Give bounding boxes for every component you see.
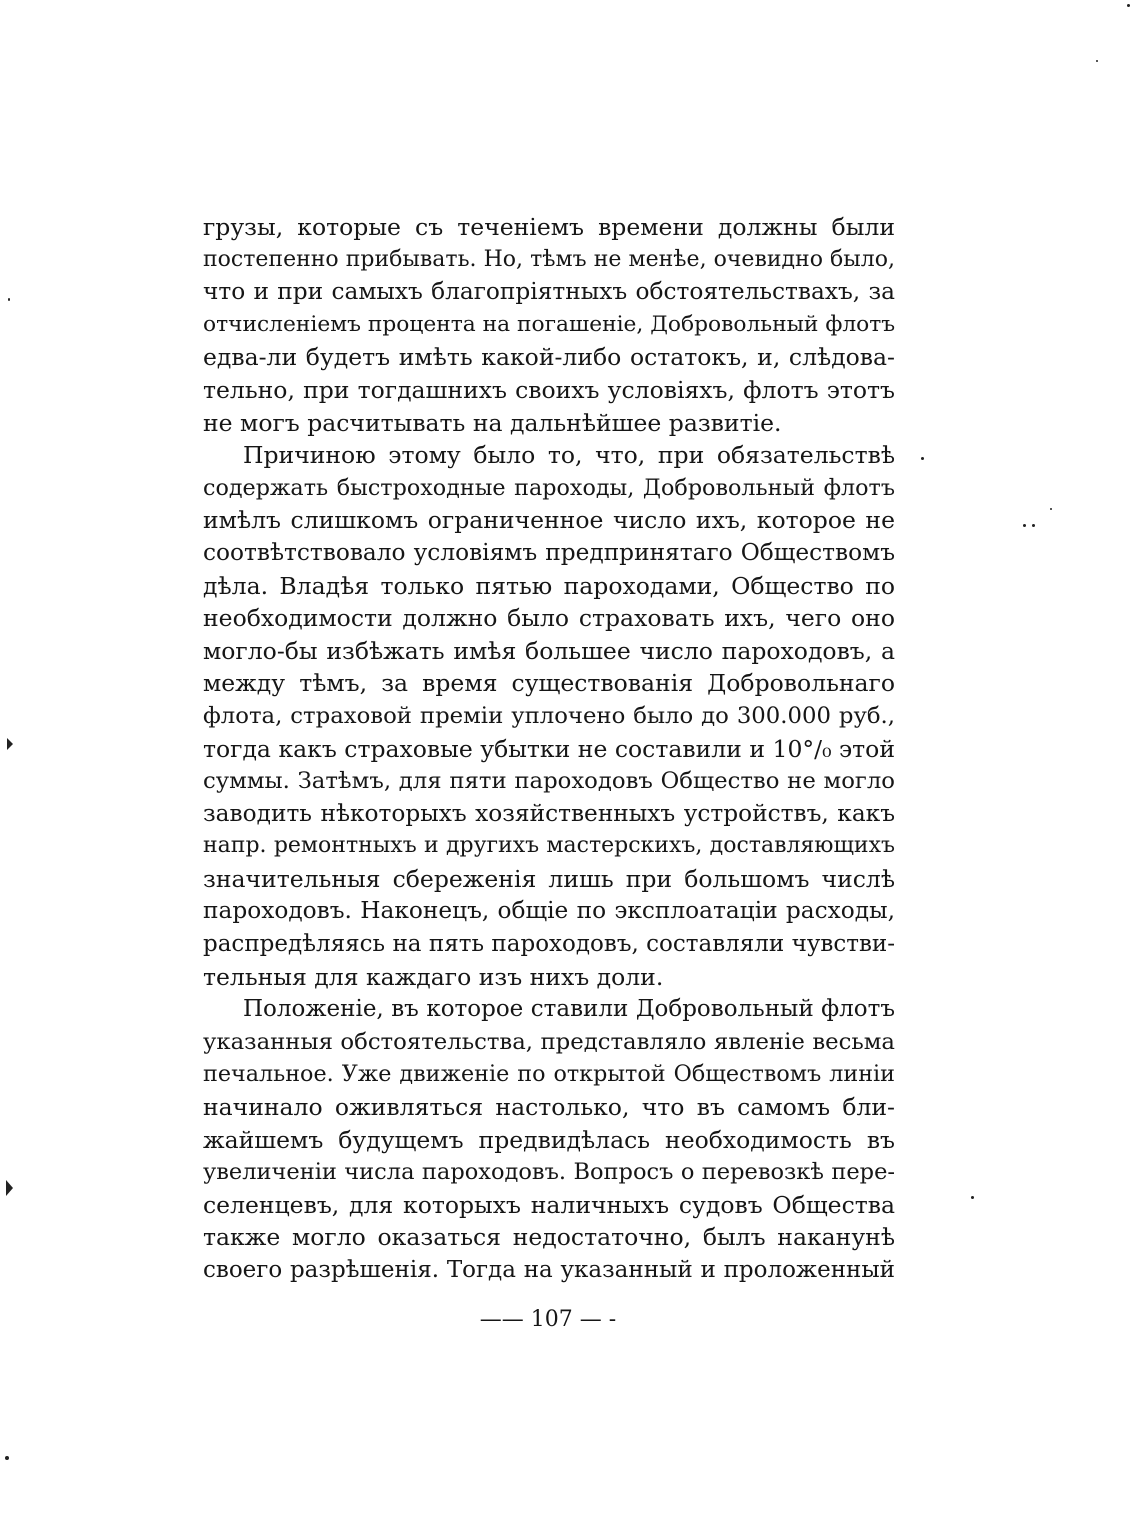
text-line: Положеніе, въ которое ставили Добровольный флотъ (243, 996, 895, 1023)
text-line: постепенно прибывать. Но, тѣмъ не менѣе, очевидно было, (203, 246, 895, 272)
text-line: тогда какъ страховые убытки не составили и 10°/₀ этой (203, 734, 895, 763)
text-line: селенцевъ, для которыхъ наличныхъ судовъ Общества (203, 1190, 895, 1219)
text-line: также могло оказаться недостаточно, былъ наканунѣ (203, 1223, 895, 1252)
text-line: Причиною этому было то, что, при обязательствѣ (243, 441, 895, 470)
text-line: имѣлъ слишкомъ ограниченное число ихъ, которое не (203, 506, 895, 535)
text-line: печальное. Уже движеніе по открытой Обществомъ линіи (203, 1061, 895, 1088)
text-line: суммы. Затѣмъ, для пяти пароходовъ Общество не могло (203, 768, 895, 795)
text-line: между тѣмъ, за время существованія Добровольнаго (203, 669, 895, 698)
text-line: могло-бы избѣжать имѣя большее число пароходовъ, а (203, 636, 895, 665)
scan-mark (7, 738, 13, 750)
text-line: жайшемъ будущемъ предвидѣлась необходимость въ (203, 1125, 895, 1154)
text-line: содержать быстроходные пароходы, Добровольный флотъ (203, 474, 895, 501)
text-line: заводить нѣкоторыхъ хозяйственныхъ устройствъ, какъ (203, 799, 895, 827)
text-line: тельныя для каждаго изъ нихъ доли. (203, 962, 664, 991)
paragraph-1 (203, 211, 895, 439)
text-line: дѣла. Владѣя только пятью пароходами, Общество по (203, 571, 895, 600)
text-line: своего разрѣшенія. Тогда на указанный и проложенный (203, 1257, 895, 1283)
scan-speck (1050, 508, 1052, 510)
scan-speck (921, 457, 924, 460)
text-line: едва-ли будетъ имѣть какой-либо остатокъ, и, слѣдова- (203, 343, 895, 372)
text-line: увеличеніи числа пароходовъ. Вопросъ о перевозкѣ пере- (203, 1159, 895, 1186)
scan-speck (1023, 524, 1026, 527)
text-line: отчисленіемъ процента на погашеніе, Добровольный флотъ (203, 311, 896, 337)
scan-speck (971, 1196, 974, 1199)
text-line: соотвѣтствовало условіямъ предпринятаго Обществомъ (203, 538, 895, 566)
text-line: тельно, при тогдашнихъ своихъ условіяхъ, флотъ этотъ (203, 375, 895, 404)
text-line: необходимости должно было страховать ихъ, чего оно (203, 604, 895, 633)
scan-speck (1096, 60, 1098, 62)
text-line: начинало оживляться настолько, что въ самомъ бли- (203, 1093, 895, 1122)
body-text (203, 211, 895, 1287)
scan-speck (8, 298, 10, 301)
page-number: —— 107 — - (479, 1307, 617, 1332)
scan-speck (5, 1456, 9, 1460)
text-line: распредѣляясь на пять пароходовъ, составляли чувстви- (203, 931, 895, 958)
paragraph-2 (203, 439, 895, 993)
scan-speck (1127, 4, 1130, 7)
text-line: значительныя сбереженія лишь при большомъ числѣ (203, 864, 895, 893)
text-line: пароходовъ. Наконецъ, общіе по эксплоатаціи расходы, (203, 897, 895, 925)
scan-mark (6, 1180, 13, 1196)
text-line: грузы, которые съ теченіемъ времени должны были (203, 213, 895, 241)
text-line: флота, страховой преміи уплочено было до 300.000 руб., (203, 702, 895, 729)
scan-speck (1032, 524, 1035, 527)
text-line: указанныя обстоятельства, представляло явленіе весьма (203, 1028, 895, 1055)
text-line: что и при самыхъ благопріятныхъ обстоятельствахъ, за (203, 278, 895, 306)
text-line: не могъ расчитывать на дальнѣйшее развитіе. (203, 408, 782, 437)
text-line: напр. ремонтныхъ и другихъ мастерскихъ, доставляющихъ (203, 833, 895, 859)
paragraph-3 (203, 993, 895, 1286)
